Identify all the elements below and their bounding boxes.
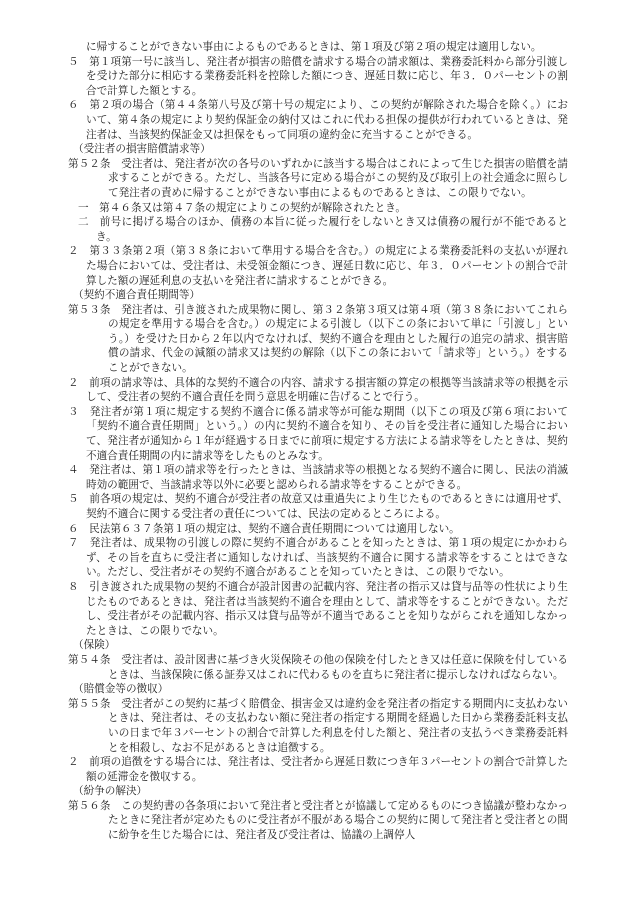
article-52-paragraph-2: ２ 第３３条第２項（第３８条において準用する場合を含む。）の規定による業務委託料の支払いが遅れた場合においては、受注者は、未受領金額につき、遅延日数に応じ、年３．０パーセントの割合で計算した額の遅延利息の支払いを発注者に請求することができる。 bbox=[68, 245, 568, 287]
article-53-paragraph-3: ３ 発注者が第１項に規定する契約不適合に係る請求等が可能な期間（以下この項及び第６項において「契約不適合責任期間」という。）の内に契約不適合を知り、その旨を受注者に通知した場合において、発注者が通知から１年が経過する日までに前項に規定する方法による請求等をしたときは、契約不適合責任期間の内に請求等をしたものとみなす。 bbox=[68, 405, 568, 462]
article-55-heading: （賠償金等の徴収） bbox=[73, 683, 169, 696]
article-52-item-2: 二 前号に掲げる場合のほか、債務の本旨に従った履行をしないとき又は債務の履行が不能であるとき。 bbox=[78, 216, 568, 243]
paragraph-continuation: に帰することができない事由によるものであるときは、第１項及び第２項の規定は適用しない。 bbox=[86, 41, 542, 53]
article-52-item-1: 一 第４６条又は第４７条の規定によりこの契約が解除されたとき。 bbox=[78, 201, 406, 214]
article-53-paragraph-6: ６ 民法第６３７条第１項の規定は、契約不適合責任期間については適用しない。 bbox=[68, 522, 460, 535]
article-55: 第５５条 受注者がこの契約に基づく賠償金、損害金又は違約金を発注者の指定する期間内に支払わないときは、発注者は、その支払わない額に発注者の指定する期間を経過した日から業務委託料支払いの日まで年３パーセントの割合で計算した利息を付した額と、発注者の支払うべき業務委託料とを相殺し、なお不足があるときは追徴する。 bbox=[68, 697, 568, 754]
document-body bbox=[68, 40, 568, 843]
article-52: 第５２条 受注者は、発注者が次の各号のいずれかに該当する場合はこれによって生じた損害の賠償を請求することができる。ただし、当該各号に定める場合がこの契約及び取引上の社会通念に照らして発注者の責めに帰することができない事由によるものであるときは、この限りでない。 bbox=[68, 157, 568, 199]
article-53-paragraph-2: ２ 前項の請求等は、具体的な契約不適合の内容、請求する損害額の算定の根拠等当該請求等の根拠を示して、受注者の契約不適合責任を問う意思を明確に告げることで行う。 bbox=[68, 376, 568, 404]
article-56-heading: （紛争の解決） bbox=[73, 785, 148, 798]
clause-51-paragraph-5: ５ 第１項第一号に該当し、発注者が損害の賠償を請求する場合の請求額は、業務委託料から部分引渡しを受けた部分に相応する業務委託料を控除した額につき、遅延日数に応じ、年３．０パーセントの割合で計算した額とする。 bbox=[68, 55, 568, 97]
article-56: 第５６条 この契約書の各条項において発注者と受注者とが協議して定めるものにつき協議が整わなかったときに発注者が定めたものに受注者が不服がある場合この契約に関して発注者と受注者との間に紛争を生じた場合には、発注者及び受注者は、協議の上調停人 bbox=[68, 799, 568, 842]
article-53-heading: （契約不適合責任期間等） bbox=[73, 289, 201, 302]
article-53: 第５３条 発注者は、引き渡された成果物に関し、第３２条第３項又は第４項（第３８条においてこれらの規定を準用する場合を含む。）の規定による引渡し（以下この条において単に「引渡し」という。）を受けた日から２年以内でなければ、契約不適合を理由とした履行の追完の請求、損害賠償の請求、代金の減額の請求又は契約の解除（以下この条において「請求等」という。）をすることができない。 bbox=[68, 303, 568, 375]
article-52-heading: （受注者の損害賠償請求等） bbox=[73, 143, 211, 156]
article-54-heading: （保険） bbox=[73, 639, 116, 652]
article-53-paragraph-4: ４ 発注者は、第１項の請求等を行ったときは、当該請求等の根拠となる契約不適合に関し、民法の消滅時効の範囲で、当該請求等以外に必要と認められる請求等をすることができる。 bbox=[68, 464, 568, 491]
article-53-paragraph-8: ８ 引き渡された成果物の契約不適合が設計図書の記載内容、発注者の指示又は貸与品等の性状により生じたものであるときは、発注者は当該契約不適合を理由として、請求等をすることができない。ただし、受注者がその記載内容、指示又は貸与品等が不適当であることを知りながらこれを通知しなかったときは、この限りでない。 bbox=[68, 580, 568, 637]
clause-51-paragraph-6: ６ 第２項の場合（第４４条第八号及び第十号の規定により、この契約が解除された場合を除く。）において、第４条の規定により契約保証金の納付又はこれに代わる担保の提供が行われているときは、発注者は、当該契約保証金又は担保をもって同項の違約金に充当することができる。 bbox=[68, 99, 568, 141]
article-53-paragraph-7: ７ 発注者は、成果物の引渡しの際に契約不適合があることを知ったときは、第１項の規定にかかわらず、その旨を直ちに受注者に通知しなければ、当該契約不適合に関する請求等をすることはできない。ただし、受注者がその契約不適合があることを知っていたときは、この限りでない。 bbox=[68, 537, 568, 579]
article-54: 第５４条 受注者は、設計図書に基づき火災保険その他の保険を付したとき又は任意に保険を付しているときは、当該保険に係る証券又はこれに代わるものを直ちに発注者に提示しなければならない。 bbox=[68, 653, 568, 681]
article-53-paragraph-5: ５ 前各項の規定は、契約不適合が受注者の故意又は重過失により生じたものであるときには適用せず、契約不適合に関する受注者の責任については、民法の定めるところによる。 bbox=[68, 493, 568, 520]
article-55-paragraph-2: ２ 前項の追徴をする場合には、発注者は、受注者から遅延日数につき年３パーセントの割合で計算した額の延滞金を徴収する。 bbox=[68, 756, 568, 783]
